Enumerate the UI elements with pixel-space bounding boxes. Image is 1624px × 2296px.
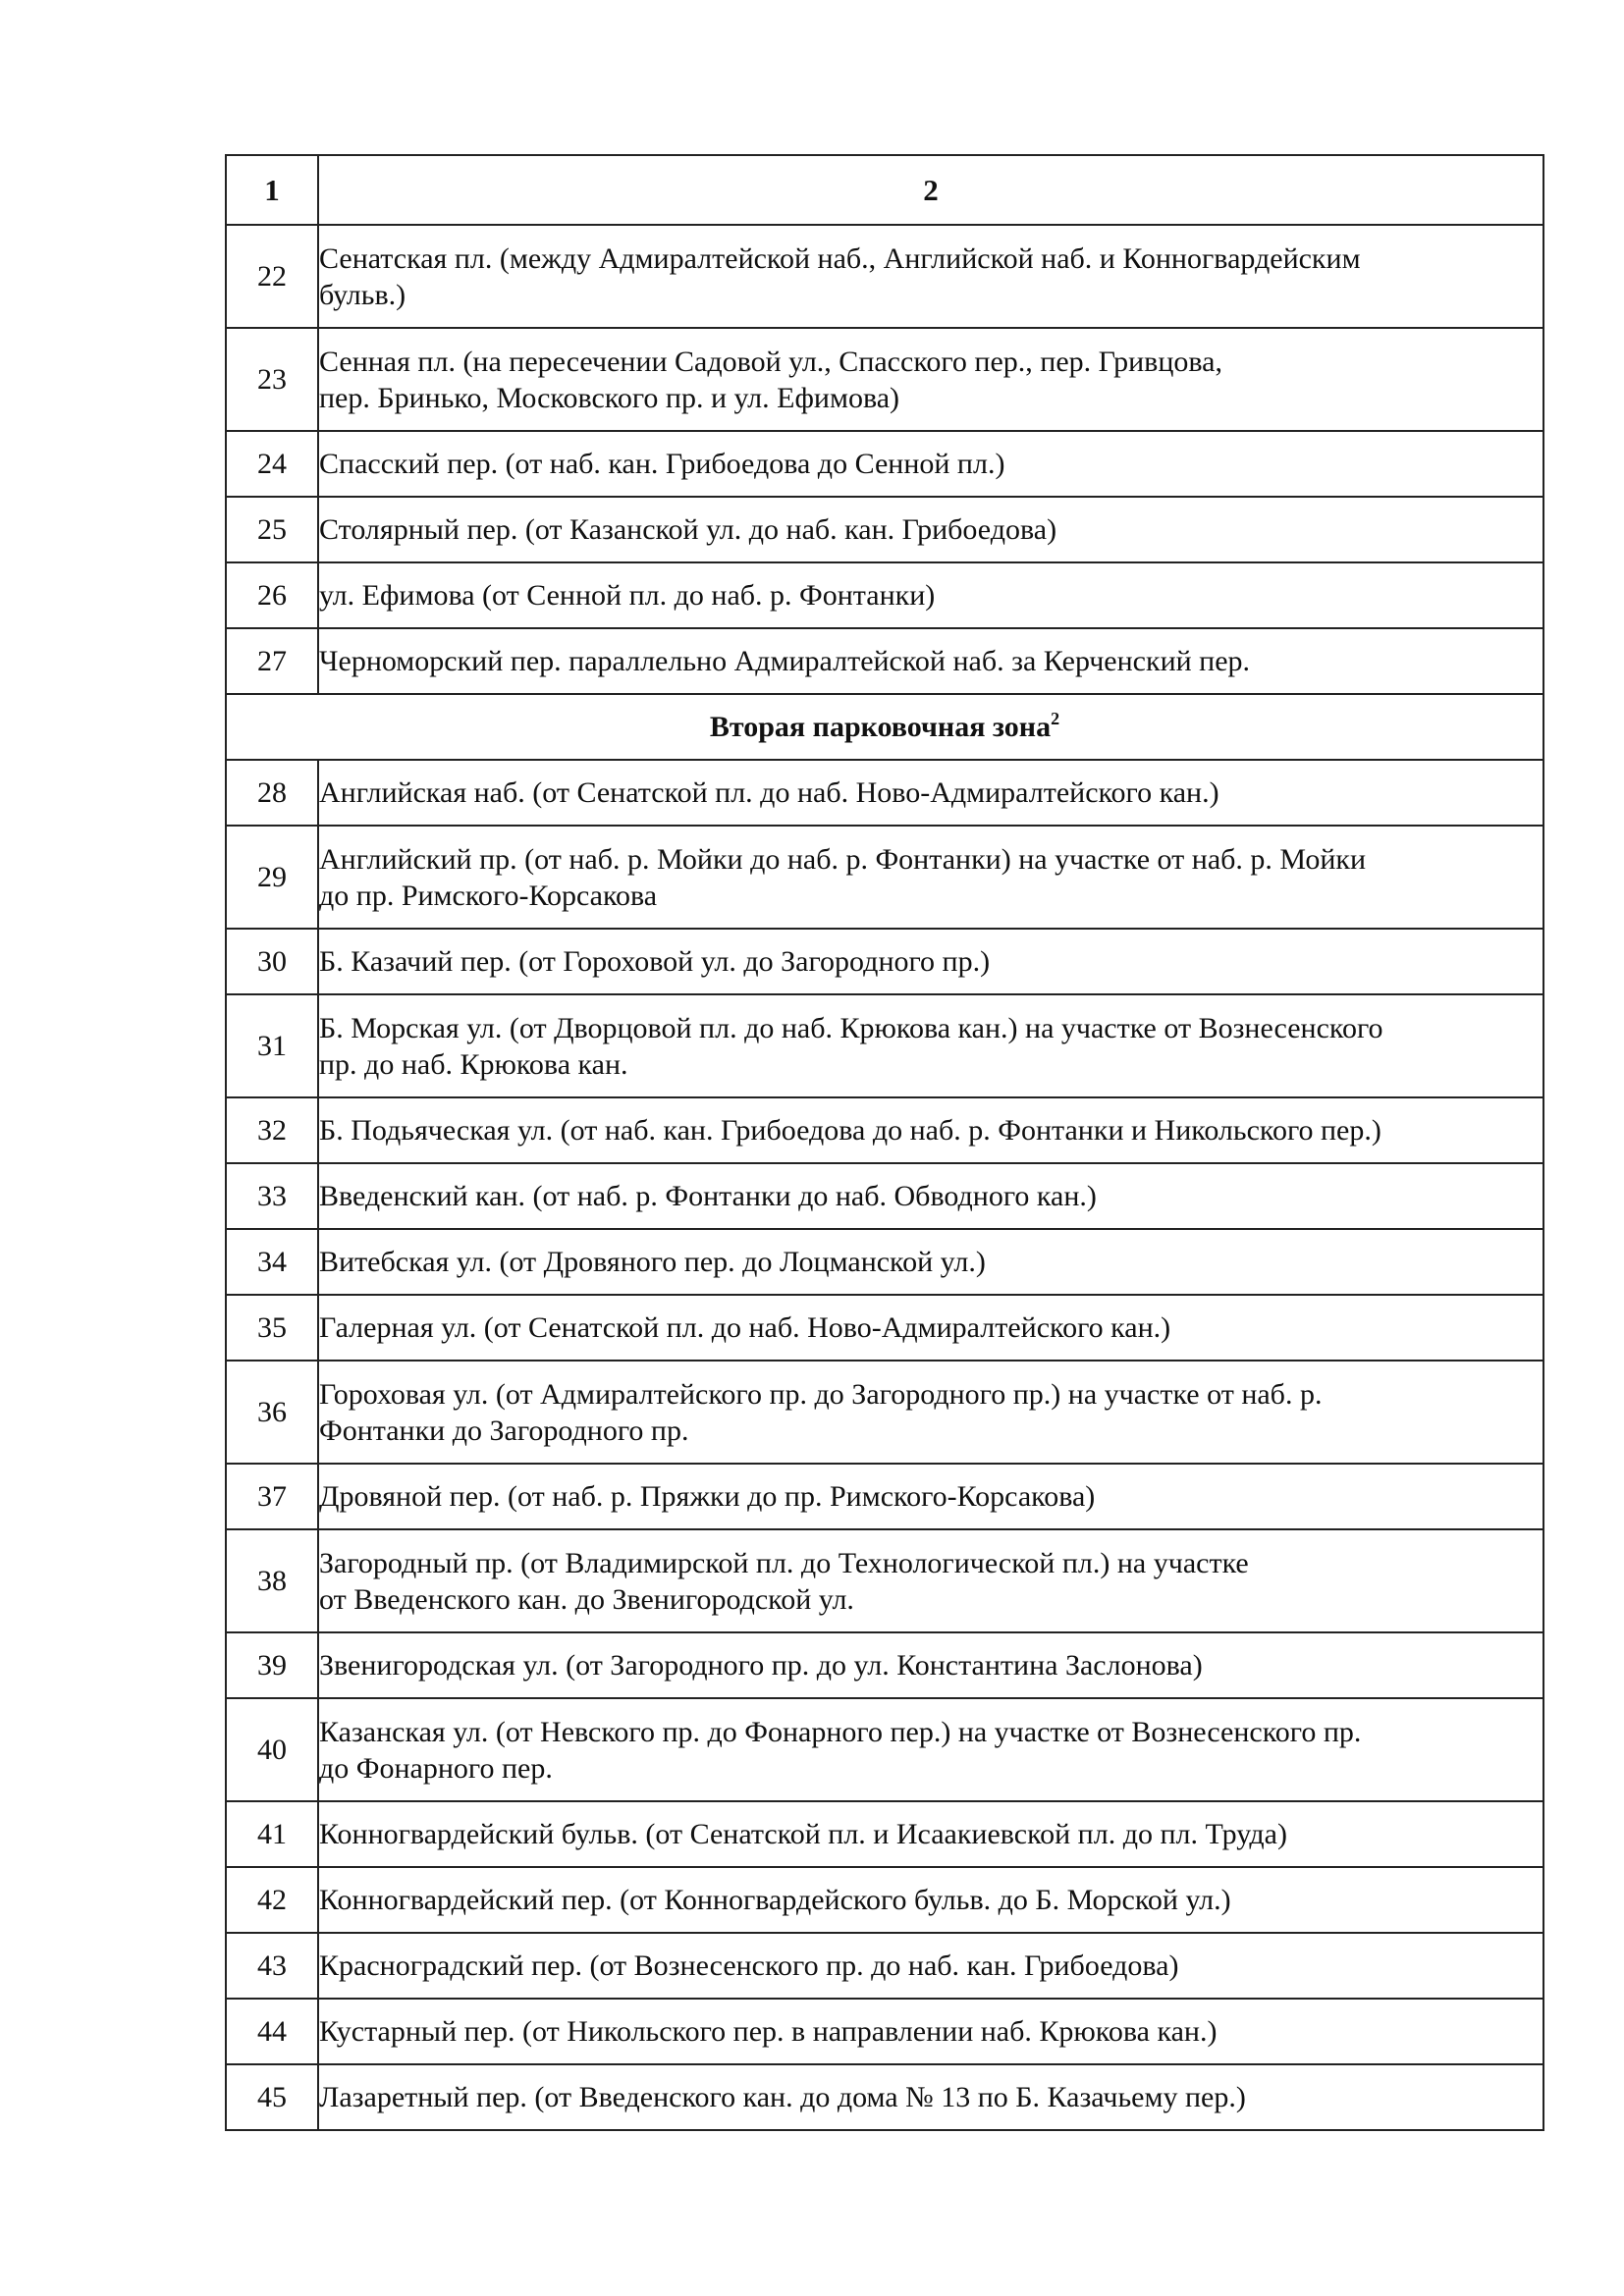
row-number: 41: [226, 1801, 318, 1867]
table-row: [226, 760, 1543, 826]
footnote-marker: 2: [1051, 708, 1060, 728]
row-number: 45: [226, 2064, 318, 2130]
description-line: Конногвардейский бульв. (от Сенатской пл. и Исаакиевской пл. до пл. Труда): [319, 1818, 1287, 1850]
row-description: [318, 1698, 1543, 1801]
row-description: [318, 225, 1543, 328]
description-line: Дровяной пер. (от наб. р. Пряжки до пр. Римского-Корсакова): [319, 1480, 1096, 1513]
row-description: [318, 826, 1543, 929]
description-line: Гороховая ул. (от Адмиралтейского пр. до Загородного пр.) на участке от наб. р.: [319, 1377, 1323, 1411]
table-row: [226, 1801, 1543, 1867]
description-line: Английский пр. (от наб. р. Мойки до наб. р. Фонтанки) на участке от наб. р. Мойки: [319, 842, 1367, 876]
row-number: 35: [226, 1295, 318, 1361]
row-description: [318, 1229, 1543, 1295]
row-number: 43: [226, 1933, 318, 1999]
row-description: [318, 1801, 1543, 1867]
description-line: Б. Подьяческая ул. (от наб. кан. Грибоедова до наб. р. Фонтанки и Никольского пер.): [319, 1114, 1381, 1147]
table-row: [226, 497, 1543, 562]
row-number: 33: [226, 1163, 318, 1229]
description-line: Фонтанки до Загородного пр.: [319, 1414, 689, 1447]
row-number: 36: [226, 1361, 318, 1464]
row-number: 40: [226, 1698, 318, 1801]
table-row: [226, 1999, 1543, 2064]
row-number: 26: [226, 562, 318, 628]
description-line: Сенная пл. (на пересечении Садовой ул., Спасского пер., пер. Гривцова,: [319, 345, 1222, 378]
row-number: 34: [226, 1229, 318, 1295]
table-row: [226, 1097, 1543, 1163]
row-number: 27: [226, 628, 318, 694]
row-description: [318, 1999, 1543, 2064]
row-number: 23: [226, 328, 318, 431]
description-line: Конногвардейский пер. (от Конногвардейского бульв. до Б. Морской ул.): [319, 1884, 1231, 1916]
description-line: Витебская ул. (от Дровяного пер. до Лоцманской ул.): [319, 1246, 986, 1278]
table-row: [226, 225, 1543, 328]
row-description: [318, 431, 1543, 497]
description-line: Б. Казачий пер. (от Гороховой ул. до Загородного пр.): [319, 945, 991, 978]
row-description: [318, 1097, 1543, 1163]
description-line: до Фонарного пер.: [319, 1751, 553, 1785]
description-line: Лазаретный пер. (от Введенского кан. до дома № 13 по Б. Казачьему пер.): [319, 2081, 1246, 2113]
table-row: [226, 1529, 1543, 1632]
description-line: Казанская ул. (от Невского пр. до Фонарного пер.) на участке от Вознесенского пр.: [319, 1715, 1362, 1748]
table-row: [226, 929, 1543, 994]
row-description: [318, 1529, 1543, 1632]
description-line: пер. Бринько, Московского пр. и ул. Ефимова): [319, 381, 900, 414]
row-description: [318, 1933, 1543, 1999]
table-row: [226, 1295, 1543, 1361]
table-row: [226, 1632, 1543, 1698]
description-line: Звенигородская ул. (от Загородного пр. до ул. Константина Заслонова): [319, 1649, 1203, 1682]
zone-heading-row: [226, 694, 1543, 760]
table-row: [226, 1229, 1543, 1295]
table-header: [226, 155, 1543, 225]
table-row: [226, 1698, 1543, 1801]
description-line: до пр. Римского-Корсакова: [319, 879, 658, 912]
description-line: Введенский кан. (от наб. р. Фонтанки до наб. Обводного кан.): [319, 1180, 1097, 1212]
row-number: 38: [226, 1529, 318, 1632]
header-row: [226, 155, 1543, 225]
table-row: [226, 328, 1543, 431]
description-line: от Введенского кан. до Звенигородской ул.: [319, 1582, 854, 1616]
parking-zone-table: [225, 154, 1544, 2131]
row-description: [318, 2064, 1543, 2130]
description-line: Красноградский пер. (от Вознесенского пр. до наб. кан. Грибоедова): [319, 1949, 1179, 1982]
row-number: 31: [226, 994, 318, 1097]
table-row: [226, 826, 1543, 929]
row-number: 28: [226, 760, 318, 826]
row-number: 30: [226, 929, 318, 994]
row-description: [318, 929, 1543, 994]
row-number: 37: [226, 1464, 318, 1529]
row-number: 24: [226, 431, 318, 497]
description-line: Английская наб. (от Сенатской пл. до наб. Ново-Адмиралтейского кан.): [319, 776, 1219, 809]
table-row: [226, 1361, 1543, 1464]
description-line: ул. Ефимова (от Сенной пл. до наб. р. Фонтанки): [319, 579, 936, 612]
description-line: Сенатская пл. (между Адмиралтейской наб., Английской наб. и Конногвардейским: [319, 241, 1361, 275]
row-description: [318, 1163, 1543, 1229]
row-description: [318, 994, 1543, 1097]
rows-top: [226, 225, 1543, 694]
zone-title: Вторая парковочная зона: [709, 710, 1052, 743]
row-number: 22: [226, 225, 318, 328]
description-line: Загородный пр. (от Владимирской пл. до Технологической пл.) на участке: [319, 1546, 1249, 1579]
zone-section: [226, 694, 1543, 760]
table-row: [226, 994, 1543, 1097]
row-description: [318, 562, 1543, 628]
description-line: Столярный пер. (от Казанской ул. до наб. кан. Грибоедова): [319, 513, 1057, 546]
table-row: [226, 1867, 1543, 1933]
table-row: [226, 562, 1543, 628]
row-description: [318, 1632, 1543, 1698]
row-number: 42: [226, 1867, 318, 1933]
row-description: [318, 1295, 1543, 1361]
description-line: пр. до наб. Крюкова кан.: [319, 1047, 628, 1081]
row-number: 25: [226, 497, 318, 562]
description-line: Галерная ул. (от Сенатской пл. до наб. Ново-Адмиралтейского кан.): [319, 1311, 1171, 1344]
rows-bottom: [226, 760, 1543, 2130]
table-row: [226, 2064, 1543, 2130]
table-row: [226, 1464, 1543, 1529]
header-col-description: 2: [318, 155, 1543, 225]
description-line: бульв.): [319, 278, 406, 311]
row-number: 29: [226, 826, 318, 929]
header-col-number: 1: [226, 155, 318, 225]
row-description: [318, 1464, 1543, 1529]
table-row: [226, 1933, 1543, 1999]
row-number: 32: [226, 1097, 318, 1163]
row-description: [318, 1361, 1543, 1464]
table-row: [226, 628, 1543, 694]
description-line: Б. Морская ул. (от Дворцовой пл. до наб. Крюкова кан.) на участке от Вознесенского: [319, 1011, 1383, 1044]
row-description: [318, 1867, 1543, 1933]
description-line: Кустарный пер. (от Никольского пер. в направлении наб. Крюкова кан.): [319, 2015, 1218, 2048]
table-row: [226, 431, 1543, 497]
description-line: Спасский пер. (от наб. кан. Грибоедова до Сенной пл.): [319, 448, 1005, 480]
zone-heading: [226, 694, 1543, 760]
description-line: Черноморский пер. параллельно Адмиралтейской наб. за Керченский пер.: [319, 645, 1251, 677]
row-number: 44: [226, 1999, 318, 2064]
row-description: [318, 628, 1543, 694]
row-description: [318, 328, 1543, 431]
table-row: [226, 1163, 1543, 1229]
row-description: [318, 497, 1543, 562]
row-description: [318, 760, 1543, 826]
row-number: 39: [226, 1632, 318, 1698]
